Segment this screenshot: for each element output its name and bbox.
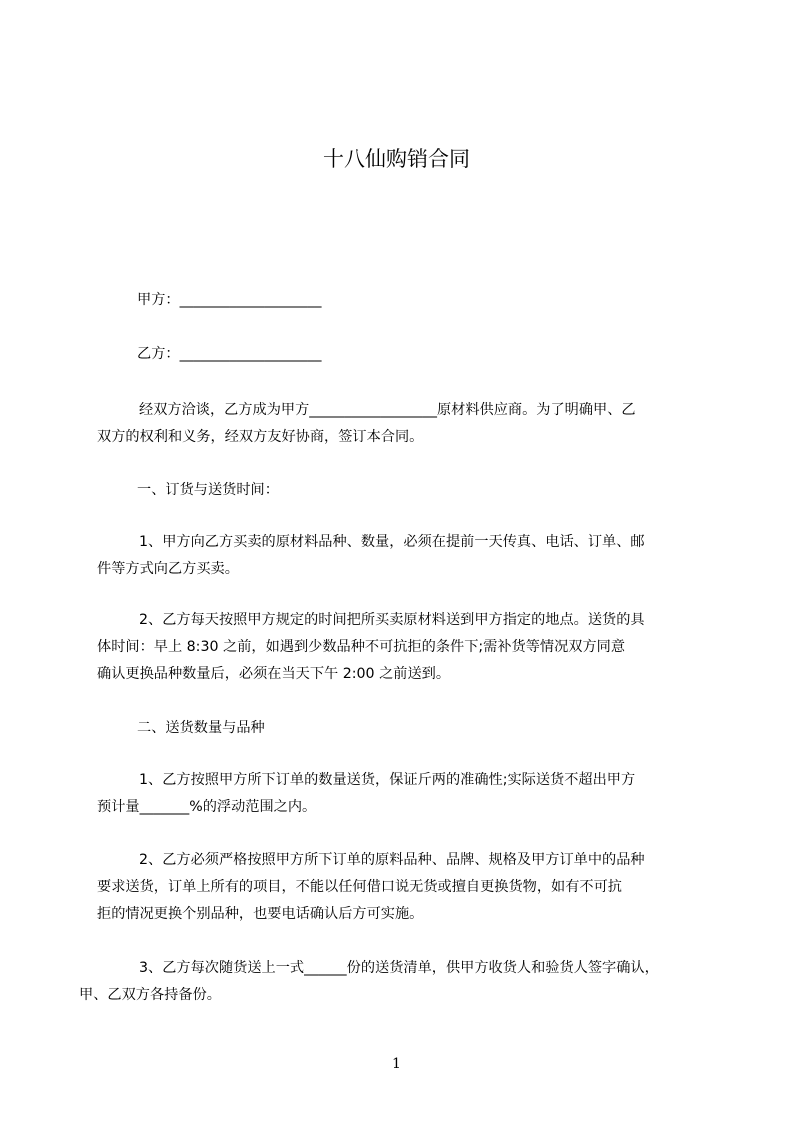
- page-number: 1: [392, 1056, 401, 1072]
- section2-item2-line-1: 2、乙方必须严格按照甲方所下订单的原料品种、品牌、规格及甲方订单中的品种: [139, 852, 645, 868]
- party-a-line: [137, 290, 321, 310]
- section1-item2-line-1: 2、乙方每天按照甲方规定的时间把所买卖原材料送到甲方指定的地点。送货的具: [139, 612, 645, 628]
- party-a-label: 甲方：: [137, 292, 180, 308]
- section2-item1-line-1: 1、乙方按照甲方所下订单的数量送货，保证斤两的准确性;实际送货不超出甲方: [139, 772, 636, 788]
- section2-heading: 二、送货数量与品种: [137, 720, 265, 736]
- intro-line-2: 双方的权利和义务，经双方友好协商，签订本合同。: [97, 429, 424, 445]
- section1-item1-line-1: 1、甲方向乙方买卖的原材料品种、数量，必须在提前一天传真、电话、订单、邮: [139, 534, 645, 550]
- section2-item3-line-2: 甲、乙双方各持备份。: [79, 987, 221, 1003]
- party-b-label: 乙方：: [137, 346, 180, 362]
- section1-item2-line-2: 体时间：早上 8:30 之前，如遇到少数品种不可抗拒的条件下;需补货等情况双方同意: [97, 639, 626, 655]
- document-title: 十八仙购销合同: [323, 147, 470, 171]
- intro-line-1: 经双方洽谈，乙方成为甲方__________________原材料供应商。为了明确甲、乙: [139, 402, 636, 418]
- section1-heading: 一、订货与送货时间：: [137, 482, 279, 498]
- party-a-blank: ____________________: [179, 292, 322, 308]
- section2-item2-line-3: 拒的情况更换个别品种，也要电话确认后方可实施。: [97, 906, 424, 922]
- section1-item2-line-3: 确认更换品种数量后，必须在当天下午 2:00 之前送到。: [97, 666, 451, 682]
- party-b-blank: ____________________: [179, 346, 322, 362]
- section2-item3-line-1: 3、乙方每次随货送上一式______份的送货清单，供甲方收货人和验货人签字确认，: [139, 960, 659, 976]
- section2-item2-line-2: 要求送货，订单上所有的项目，不能以任何借口说无货或擅自更换货物，如有不可抗: [97, 879, 622, 895]
- section2-item1-line-2: 预计量_______%的浮动范围之内。: [97, 799, 317, 815]
- section1-item1-line-2: 件等方式向乙方买卖。: [97, 561, 239, 577]
- party-b-line: [137, 344, 321, 364]
